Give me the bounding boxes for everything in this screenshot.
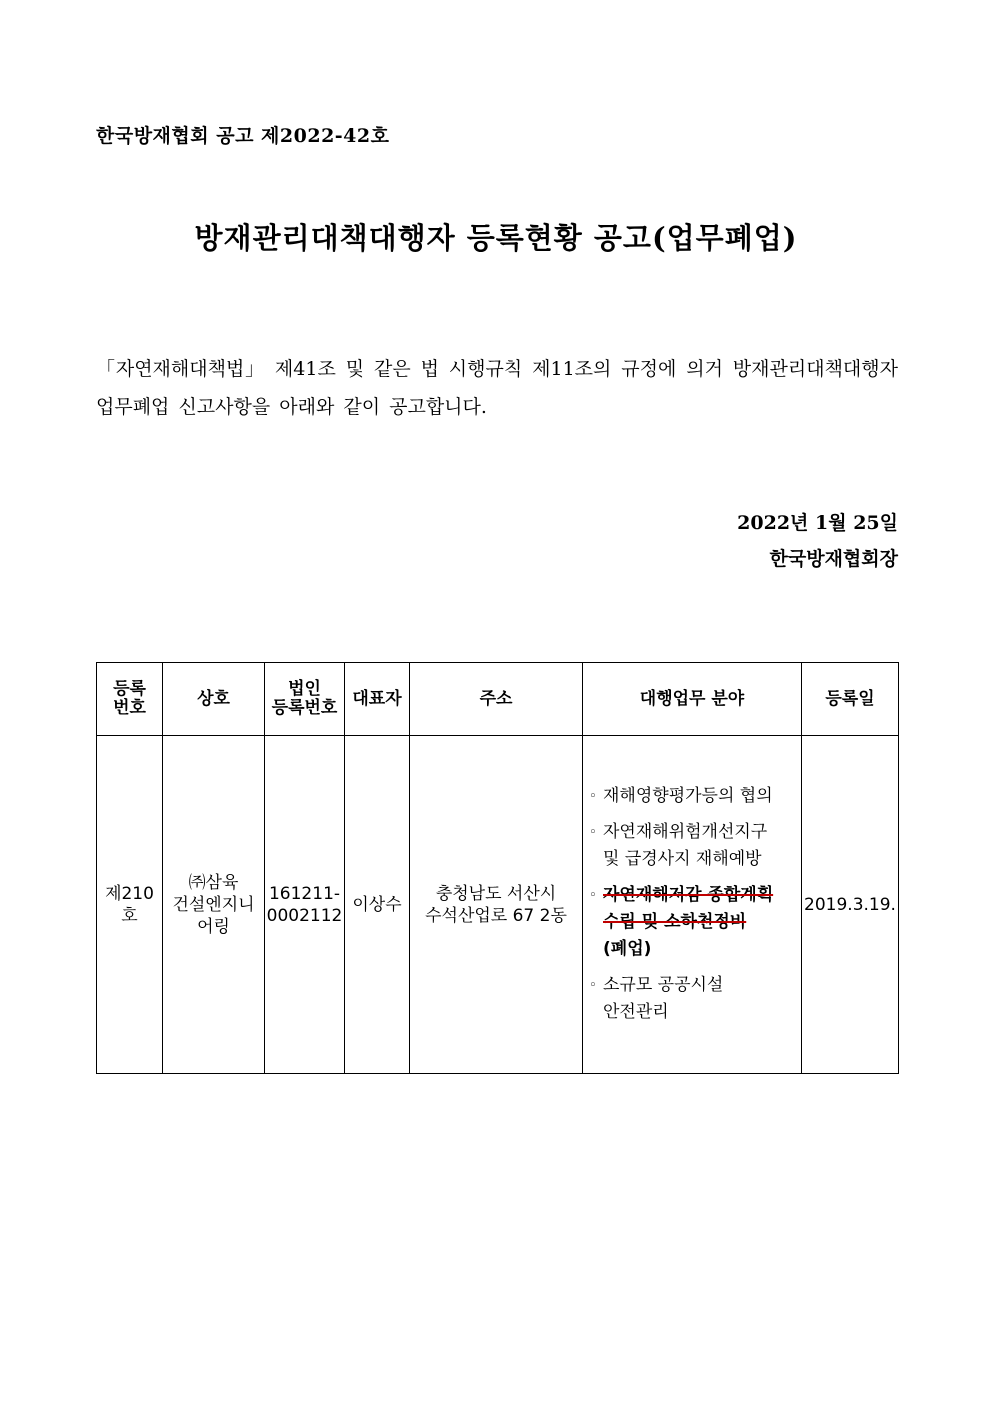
field-item [589,819,801,873]
cell-representative: 이상수 [345,736,410,1074]
bullet-icon: ◦ [589,825,597,840]
field-text [603,882,801,963]
notice-date: 2022년 1월 25일 [737,512,898,534]
table-header-row [97,663,899,736]
closed-note: (폐업) [603,939,652,959]
signature-block [737,505,898,577]
field-item [589,783,801,810]
field-text: 재해영향평가등의 협의 [603,786,773,806]
field-item-closed [589,882,801,963]
field-text: 자연재해위험개선지구 및 급경사지 재해예방 [603,822,768,869]
registry-table [96,662,899,1074]
cell-reg-no: 제210호 [97,736,163,1074]
cell-fields [583,736,802,1074]
notice-number: 한국방재협회 공고 제2022-42호 [96,125,390,147]
cell-reg-date: 2019.3.19. [802,736,899,1074]
page-title: 방재관리대책대행자 등록현황 공고(업무폐업) [194,221,798,255]
cell-company: ㈜삼육 건설엔지니 어링 [163,736,265,1074]
issuer-name: 한국방재협회장 [769,548,898,570]
field-text: 소규모 공공시설 안전관리 [603,975,724,1022]
cell-corp-reg-no: 161211- 0002112 [265,736,345,1074]
struck-field-text: 자연재해저감 종합계획 수립 및 소하천정비 [603,885,774,932]
header-address: 주소 [410,663,583,736]
header-company: 상호 [163,663,265,736]
header-representative: 대표자 [345,663,410,736]
header-fields: 대행업무 분야 [583,663,802,736]
field-item [589,972,801,1026]
header-reg-date: 등록일 [802,663,899,736]
body-paragraph: 「자연재해대책법」 제41조 및 같은 법 시행규칙 제11조의 규정에 의거 방재관리대책대행자 업무폐업 신고사항을 아래와 같이 공고합니다. [96,358,898,418]
header-corp-reg-no: 법인 등록번호 [265,663,345,736]
bullet-icon: ◦ [589,978,597,993]
header-reg-no: 등록 번호 [97,663,163,736]
cell-address: 충청남도 서산시 수석산업로 67 2동 [410,736,583,1074]
table-row [97,736,899,1074]
bullet-icon: ◦ [589,789,597,804]
bullet-icon: ◦ [589,888,597,903]
